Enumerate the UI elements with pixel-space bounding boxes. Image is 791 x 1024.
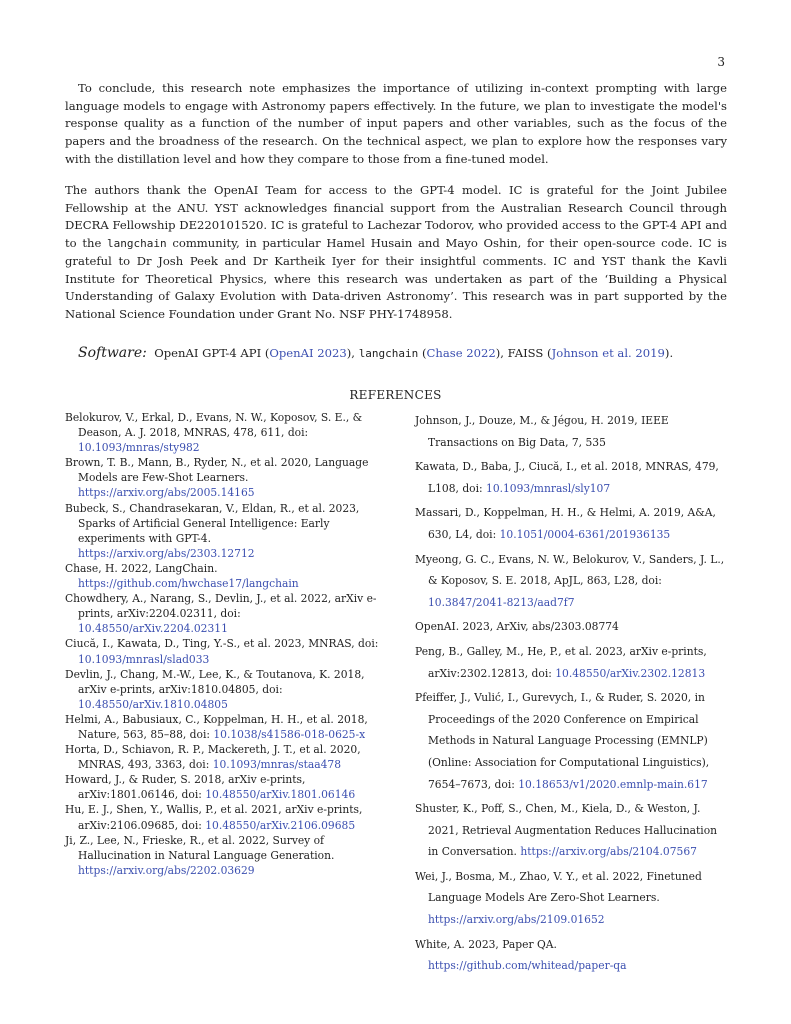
reference-link[interactable]: https://github.com/hwchase17/langchain	[78, 577, 299, 591]
doi-prefix: doi:	[287, 426, 309, 440]
reference-item	[415, 410, 730, 453]
reference-text: Pfeiffer, J., Vulić, I., Gurevych, I., & Ruder, S. 2020, in Proceedings of the 2020 Conference on Empirical Methods in Natural Language Processing (EMNLP) (Online: Association for Computational Linguistics), 7654–7673,	[415, 691, 710, 791]
reference-item	[65, 833, 385, 878]
citation-link-johnson[interactable]: Johnson et al. 2019	[551, 346, 665, 360]
reference-item	[415, 549, 730, 614]
reference-text: Chowdhery, A., Narang, S., Devlin, J., et al. 2022, arXiv e-prints, arXiv:2204.02311,	[65, 592, 377, 621]
reference-text: Brown, T. B., Mann, B., Ryder, N., et al. 2020, Language Models are Few-Shot Learners.	[65, 456, 369, 485]
reference-item	[65, 636, 385, 666]
reference-item	[415, 616, 730, 638]
reference-link[interactable]: 10.1093/mnrasl/sly107	[486, 481, 611, 495]
software-text-3: (	[421, 346, 427, 360]
reference-link[interactable]: 10.1093/mnras/sty982	[78, 441, 200, 455]
reference-text: Shuster, K., Poff, S., Chen, M., Kiela, D., & Weston, J. 2021, Retrieval Augmentation Reduces Hallucination in Conversation.	[415, 802, 718, 859]
reference-link[interactable]: 10.1093/mnrasl/slad033	[78, 652, 210, 666]
reference-link[interactable]: 10.48550/arXiv.1810.04805	[78, 697, 228, 711]
reference-text: Peng, B., Galley, M., He, P., et al. 2023, arXiv e-prints, arXiv:2302.12813,	[415, 644, 707, 680]
conclusion-text: To conclude, this research note emphasizes the importance of utilizing in-context prompting with large language models to engage with Astronomy papers effectively. In the future, we plan to investigate the model's response quality as a function of the number of input papers and other variables, such as the focus of the papers and the broadness of the research. On the technical aspect, we plan to explore how the responses vary with the distillation level and how they compare to those from a fine-tuned model.	[65, 81, 727, 166]
reference-text: Massari, D., Koppelman, H. H., & Helmi, A. 2019, A&A, 630, L4,	[415, 506, 716, 541]
reference-link[interactable]: 10.18653/v1/2020.emnlp-main.617	[518, 777, 708, 791]
doi-prefix: doi:	[494, 777, 519, 791]
reference-text: White, A. 2023, Paper QA.	[415, 937, 557, 951]
doi-prefix: doi:	[462, 481, 487, 495]
reference-item	[415, 934, 730, 977]
ack-text-1: The authors thank the OpenAI Team for access to the GPT-4 model. IC is grateful for the Joint Jubilee Fellowship at the ANU. YST acknowledges financial support from the Australian Research Council through DECRA Fellowship DE220101520. IC is grateful to Lachezar Todorov, who provided access to the GPT-4 API and to the	[65, 183, 727, 251]
software-text-2: ),	[346, 346, 355, 360]
software-label: Software:	[78, 345, 147, 361]
reference-item	[65, 501, 385, 561]
reference-link[interactable]: 10.48550/arXiv.2106.09685	[205, 818, 356, 832]
reference-text: Hu, E. J., Shen, Y., Wallis, P., et al. 2021, arXiv e-prints, arXiv:2106.09685,	[65, 803, 363, 832]
reference-link[interactable]: https://arxiv.org/abs/2202.03629	[78, 863, 255, 877]
reference-text: Ji, Z., Lee, N., Frieske, R., et al. 2022, Survey of Hallucination in Natural Language Generation.	[65, 833, 335, 862]
reference-text: Ciucă, I., Kawata, D., Ting, Y.-S., et al. 2023, MNRAS,	[65, 637, 355, 651]
reference-link[interactable]: https://github.com/whitead/paper-qa	[428, 959, 627, 973]
reference-item	[65, 410, 385, 455]
doi-prefix: doi:	[641, 574, 662, 588]
software-text-1: OpenAI GPT-4 API (	[154, 346, 270, 360]
reference-text: Howard, J., & Ruder, S. 2018, arXiv e-prints, arXiv:1801.06146,	[65, 773, 306, 802]
reference-item	[65, 561, 385, 591]
reference-item	[415, 456, 730, 499]
citation-link-chase[interactable]: Chase 2022	[426, 346, 496, 360]
reference-text: Bubeck, S., Chandrasekaran, V., Eldan, R., et al. 2023, Sparks of Artificial General Intelligence: Early experiments with GPT-4.	[65, 501, 360, 545]
reference-item	[65, 455, 385, 500]
reference-item	[65, 591, 385, 636]
reference-item	[65, 772, 385, 802]
software-text-5: ).	[664, 346, 674, 360]
reference-link[interactable]: https://arxiv.org/abs/2303.12712	[78, 546, 255, 560]
reference-text: Myeong, G. C., Evans, N. W., Belokurov, V., Sanders, J. L., & Koposov, S. E. 2018, ApJL, 863, L28,	[415, 552, 725, 588]
reference-link[interactable]: https://arxiv.org/abs/2109.01652	[428, 913, 605, 927]
reference-item	[415, 687, 730, 795]
reference-link[interactable]: 10.1093/mnras/staa478	[212, 758, 342, 772]
doi-prefix: doi:	[358, 637, 379, 651]
reference-item	[415, 866, 730, 931]
ack-text-2: community, in particular Hamel Husain and Mayo Oshin, for their open-source code. IC is grateful to Dr Josh Peek and Dr Kartheik Iyer for their insightful comments. IC and YST thank the Kavli Institute for Theoretical Physics, where this research was undertaken as part of the ‘Building a Physical Understanding of Galaxy Evolution with Data-driven Astronomy’. This research was in part supported by the National Science Foundation under Grant No. NSF PHY-1748958.	[65, 236, 728, 321]
reference-text: Helmi, A., Babusiaux, C., Koppelman, H. H., et al. 2018, Nature, 563, 85–88,	[65, 712, 368, 741]
reference-text: Johnson, J., Douze, M., & Jégou, H. 2019, IEEE Transactions on Big Data, 7, 535	[415, 414, 669, 449]
software-langchain-code: langchain	[358, 347, 419, 360]
reference-link[interactable]: 10.48550/arXiv.1801.06146	[205, 788, 356, 802]
references-heading: REFERENCES	[349, 388, 442, 402]
reference-link[interactable]: 10.1051/0004-6361/201936135	[499, 527, 671, 541]
reference-link[interactable]: https://arxiv.org/abs/2005.14165	[78, 486, 255, 500]
ack-langchain-code: langchain	[107, 237, 167, 251]
doi-prefix: doi:	[262, 682, 283, 696]
doi-prefix: doi:	[181, 788, 206, 802]
reference-link[interactable]: https://arxiv.org/abs/2104.07567	[520, 845, 697, 859]
acknowledgements-paragraph	[65, 182, 727, 324]
reference-item	[65, 667, 385, 712]
reference-text: OpenAI. 2023, ArXiv, abs/2303.08774	[415, 620, 619, 634]
reference-item	[65, 712, 385, 742]
reference-item	[415, 641, 730, 684]
reference-text: Belokurov, V., Erkal, D., Evans, N. W., Koposov, S. E., & Deason, A. J. 2018, MNRAS, 478, 611,	[65, 411, 363, 440]
reference-text: Chase, H. 2022, LangChain.	[65, 561, 218, 575]
doi-prefix: doi:	[475, 527, 500, 541]
reference-text: Horta, D., Schiavon, R. P., Mackereth, J. T., et al. 2020, MNRAS, 493, 3363,	[65, 743, 361, 772]
conclusion-paragraph	[65, 80, 727, 169]
reference-text: Devlin, J., Chang, M.-W., Lee, K., & Toutanova, K. 2018, arXiv e-prints, arXiv:1810.04805,	[65, 667, 365, 696]
reference-text: Wei, J., Bosma, M., Zhao, V. Y., et al. 2022, Finetuned Language Models Are Zero-Shot Learners.	[415, 869, 702, 905]
reference-link[interactable]: 10.48550/arXiv.2204.02311	[78, 622, 228, 636]
doi-prefix: doi:	[189, 727, 214, 741]
reference-link[interactable]: 10.3847/2041-8213/aad7f7	[428, 595, 575, 609]
doi-prefix: doi:	[531, 666, 556, 680]
citation-link-openai[interactable]: OpenAI 2023	[269, 346, 347, 360]
software-text-4: ), FAISS (	[495, 346, 552, 360]
doi-prefix: doi:	[181, 818, 206, 832]
references-left-column	[65, 410, 385, 878]
reference-item	[415, 502, 730, 545]
reference-text: Kawata, D., Baba, J., Ciucă, I., et al. 2018, MNRAS, 479, L108,	[415, 460, 719, 495]
reference-link[interactable]: 10.1038/s41586-018-0625-x	[213, 727, 366, 741]
references-right-column	[415, 410, 730, 980]
doi-prefix: doi:	[220, 607, 241, 621]
reference-item	[415, 798, 730, 863]
reference-link[interactable]: 10.48550/arXiv.2302.12813	[555, 666, 706, 680]
software-line	[78, 345, 728, 361]
page-number: 3	[717, 55, 725, 69]
reference-item	[65, 802, 385, 832]
doi-prefix: doi:	[189, 758, 213, 772]
reference-item	[65, 742, 385, 772]
